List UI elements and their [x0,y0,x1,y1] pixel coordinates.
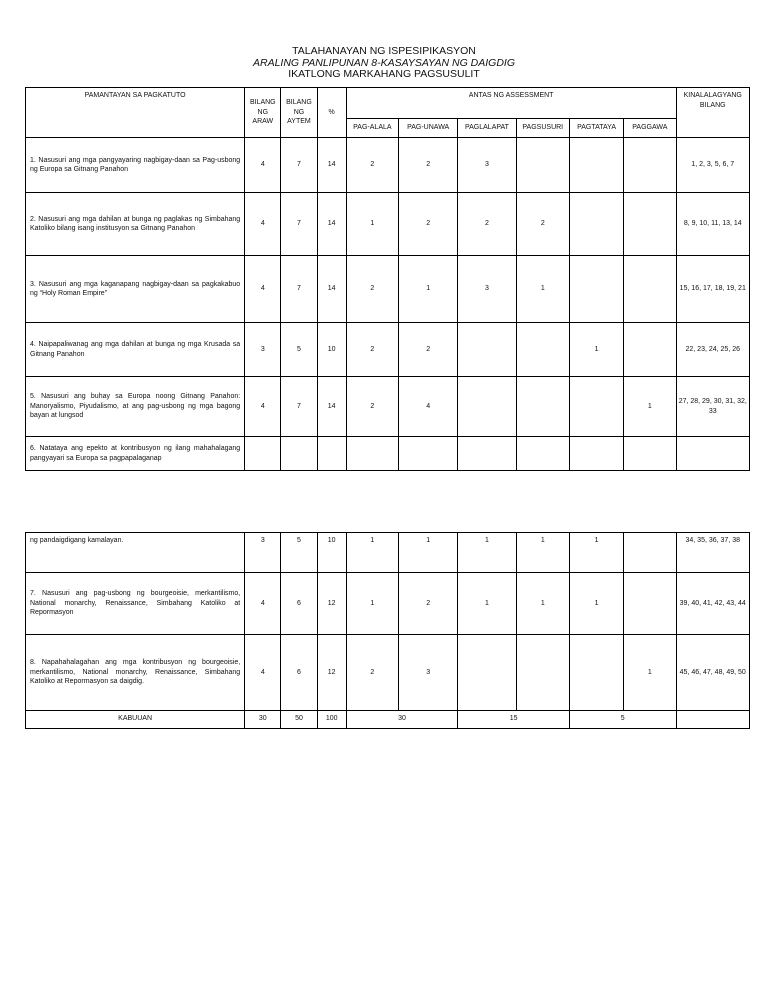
level-cell: 3 [399,635,458,711]
level-cell: 1 [399,533,458,573]
level-cell [458,635,516,711]
header-competency: PAMANTAYAN SA PAGKATUTO [26,88,245,138]
total-percent: 100 [317,711,346,729]
header-assessment: ANTAS NG ASSESSMENT [346,88,676,119]
level-cell: 1 [569,573,623,635]
level-cell: 2 [346,323,398,377]
table-row [26,573,750,635]
days-cell: 4 [245,193,281,256]
items-cell: 7 [281,138,317,193]
level-cell [569,193,623,256]
level-cell: 1 [346,533,398,573]
level-cell: 3 [458,256,516,323]
level-cell: 2 [346,635,398,711]
days-cell: 3 [245,533,281,573]
level-cell: 1 [569,323,623,377]
specification-table [25,87,750,471]
level-cell [516,323,569,377]
header-level-pagtataya: PAGTATAYA [569,119,623,138]
level-cell: 2 [458,193,516,256]
total-group-2: 15 [458,711,570,729]
percent-cell: 14 [317,256,346,323]
header-level-paggawa: PAGGAWA [624,119,676,138]
level-cell: 2 [399,138,458,193]
level-cell: 2 [399,193,458,256]
days-cell: 4 [245,256,281,323]
table-row [26,193,750,256]
level-cell [458,437,516,471]
level-cell [346,437,398,471]
location-cell: 39, 40, 41, 42, 43, 44 [676,573,750,635]
header-percent: % [317,88,346,138]
level-cell: 1 [624,635,676,711]
table-row [26,635,750,711]
level-cell [516,138,569,193]
total-label: KABUUAN [26,711,245,729]
percent-cell: 12 [317,573,346,635]
table-row [26,533,750,573]
level-cell [569,256,623,323]
competency-cell: 6. Natataya ang epekto at kontribusyon ng ilang mahahalagang pangyayari sa Europa sa pagpapalaganap [26,437,245,471]
competency-cell: 2. Nasusuri ang mga dahilan at bunga ng paglakas ng Simbahang Katoliko bilang isang institusyon sa Gitnang Panahon [26,193,245,256]
level-cell [624,323,676,377]
level-cell [624,573,676,635]
competency-cell: 1. Nasusuri ang mga pangyayaring nagbigay-daan sa Pag-usbong ng Europa sa Gitnang Panahon [26,138,245,193]
items-cell: 7 [281,193,317,256]
competency-cell: 8. Napahahalagahan ang mga kontribusyon ng bourgeoisie, merkantilismo, National monarchy, Renaissance, Simbahang Katoliko at Repormasyon sa daigdig. [26,635,245,711]
level-cell [399,437,458,471]
total-group-1: 30 [346,711,458,729]
document-title: TALAHANAYAN NG ISPESIPIKASYON [292,45,476,57]
level-cell: 1 [346,193,398,256]
days-cell: 3 [245,323,281,377]
competency-cell: 5. Nasusuri ang buhay sa Europa noong Gitnang Panahon: Manoryalismo, Piyudalismo, at ang pag-usbong ng mga bagong bayan at lungsod [26,377,245,437]
location-cell: 15, 16, 17, 18, 19, 21 [676,256,749,323]
days-cell: 4 [245,138,281,193]
percent-cell: 14 [317,193,346,256]
location-cell: 34, 35, 36, 37, 38 [676,533,750,573]
specification-table-continued [25,532,750,729]
days-cell: 4 [245,573,281,635]
location-cell: 22, 23, 24, 25, 26 [676,323,749,377]
level-cell: 2 [346,256,398,323]
items-cell: 7 [281,256,317,323]
header-level-pag-alala: PAG-ALALA [346,119,398,138]
total-group-3: 5 [569,711,676,729]
items-cell: 6 [281,573,317,635]
header-level-pag-unawa: PAG-UNAWA [399,119,458,138]
table-row [26,437,750,471]
days-cell: 4 [245,377,281,437]
header-level-pagsusuri: PAGSUSURI [516,119,569,138]
items-cell: 6 [281,635,317,711]
percent-cell: 14 [317,138,346,193]
level-cell [624,138,676,193]
header-level-paglalapat: PAGLALAPAT [458,119,516,138]
percent-cell: 12 [317,635,346,711]
items-cell: 5 [281,323,317,377]
level-cell: 2 [346,138,398,193]
location-cell: 27, 28, 29, 30, 31, 32, 33 [676,377,749,437]
percent-cell [317,437,346,471]
level-cell [516,377,569,437]
level-cell: 1 [399,256,458,323]
percent-cell: 10 [317,323,346,377]
level-cell: 1 [516,573,569,635]
level-cell: 2 [346,377,398,437]
header-days: BILANG NG ARAW [245,88,281,138]
header-location: KINALALAGYANG BILANG [676,88,749,138]
level-cell: 1 [458,573,516,635]
total-location [676,711,750,729]
total-days: 30 [245,711,281,729]
document-subject: ARALING PANLIPUNAN 8-KASAYSAYAN NG DAIGDIG [253,56,515,69]
level-cell [569,635,623,711]
level-cell [458,323,516,377]
level-cell [624,533,676,573]
level-cell: 1 [569,533,623,573]
level-cell: 3 [458,138,516,193]
document-title-block [0,46,768,81]
level-cell: 1 [346,573,398,635]
level-cell [624,256,676,323]
level-cell: 1 [624,377,676,437]
items-cell: 5 [281,533,317,573]
table-row [26,323,750,377]
total-items: 50 [281,711,317,729]
days-cell: 4 [245,635,281,711]
competency-cell: ng pandaigdigang kamalayan. [26,533,245,573]
header-items: BILANG NG AYTEM [281,88,317,138]
level-cell [569,138,623,193]
level-cell: 2 [516,193,569,256]
total-row [26,711,750,729]
level-cell [458,377,516,437]
table-row [26,377,750,437]
location-cell: 1, 2, 3, 5, 6, 7 [676,138,749,193]
items-cell: 7 [281,377,317,437]
percent-cell: 10 [317,533,346,573]
location-cell: 8, 9, 10, 11, 13, 14 [676,193,749,256]
items-cell [281,437,317,471]
competency-cell: 7. Nasusuri ang pag-usbong ng bourgeoisie, merkantilismo, National monarchy, Renaissance, Simbahang Katoliko at Repormasyon [26,573,245,635]
level-cell [569,377,623,437]
competency-cell: 3. Nasusuri ang mga kaganapang nagbigay-daan sa pagkakabuo ng “Holy Roman Empire” [26,256,245,323]
percent-cell: 14 [317,377,346,437]
document-exam-name: IKATLONG MARKAHANG PAGSUSULIT [288,68,480,80]
level-cell: 2 [399,573,458,635]
table-row [26,138,750,193]
level-cell [624,437,676,471]
level-cell: 2 [399,323,458,377]
location-cell: 45, 46, 47, 48, 49, 50 [676,635,750,711]
table-row [26,256,750,323]
level-cell [516,635,569,711]
level-cell: 4 [399,377,458,437]
level-cell [624,193,676,256]
level-cell: 1 [458,533,516,573]
level-cell: 1 [516,533,569,573]
level-cell [569,437,623,471]
level-cell: 1 [516,256,569,323]
days-cell [245,437,281,471]
level-cell [516,437,569,471]
competency-cell: 4. Naipapaliwanag ang mga dahilan at bunga ng mga Krusada sa Gitnang Panahon [26,323,245,377]
location-cell [676,437,749,471]
